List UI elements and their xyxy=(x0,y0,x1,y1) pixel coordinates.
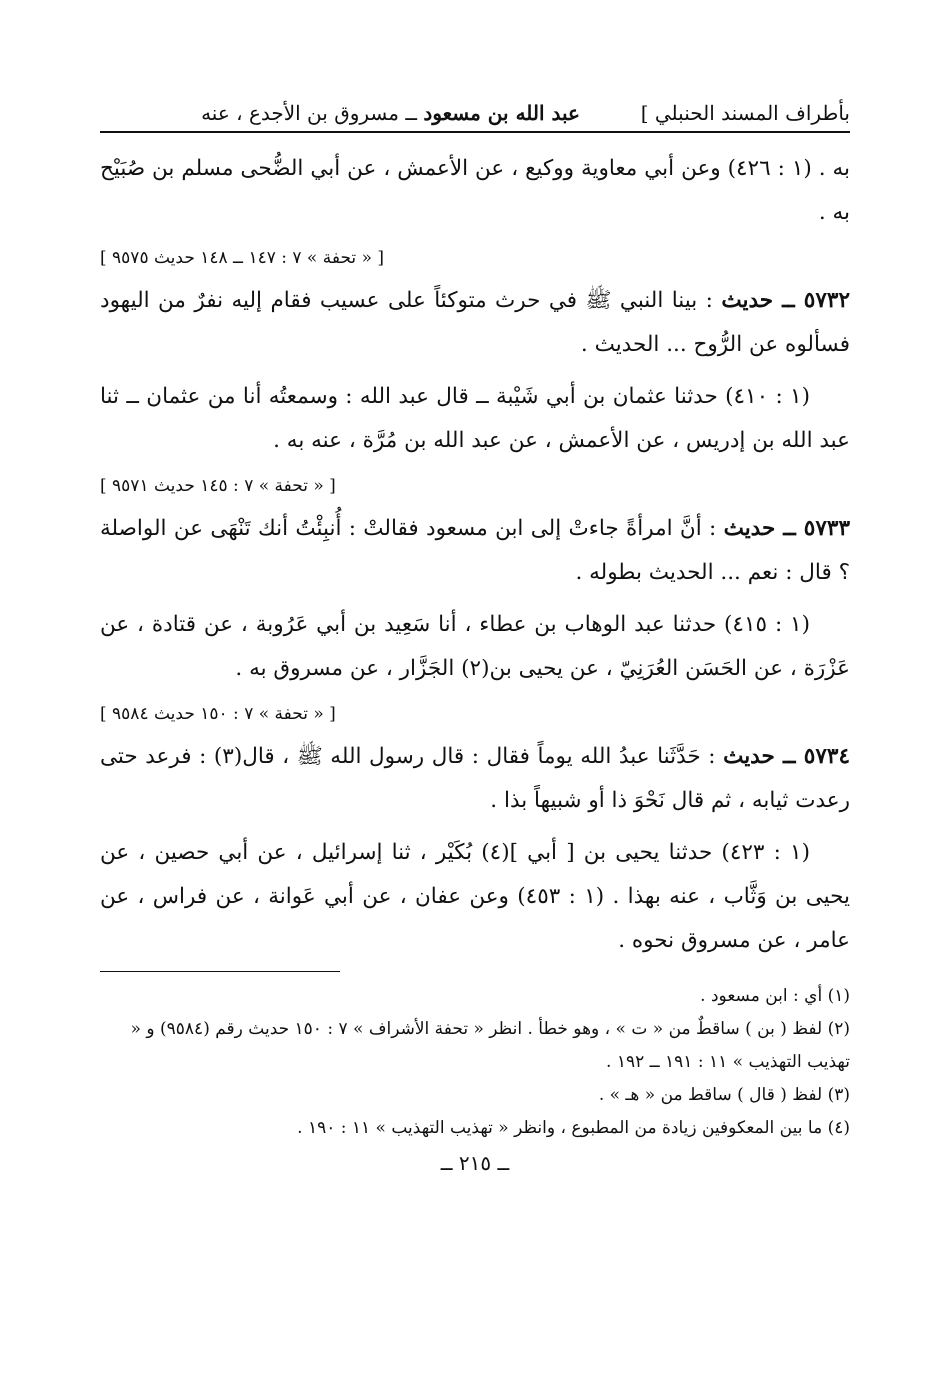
hadith-5732 xyxy=(100,279,850,367)
isnad-paragraph-3: (١ : ٤٢٣) حدثنا يحيى بن [ أبي ](٤) بُكَيْر ، ثنا إسرائيل ، عن أبي حصين ، عن يحيى بن وَثَّاب ، عنه بهذا . (١ : ٤٥٣) وعن عفان ، عن أبي عَوانة ، عن فراس ، عن عامر ، عن مسروق نحوه . xyxy=(100,840,850,953)
hadith-label: ــ حديث xyxy=(723,744,804,769)
document-page xyxy=(100,95,850,1175)
tuhfa-reference-1: [ « تحفة » ٧ : ١٤٧ ــ ١٤٨ حديث ٩٥٧٥ ] xyxy=(100,248,384,268)
paragraph-continuation: به . (١ : ٤٢٦) وعن أبي معاوية ووكيع ، عن الأعمش ، عن أبي الضُّحى مسلم بن صُبَيْح به . xyxy=(100,156,851,225)
hadith-5734 xyxy=(100,735,850,823)
header-section xyxy=(201,95,580,131)
header-section-rest: ــ مسروق بن الأجدع ، عنه xyxy=(201,101,424,125)
hadith-text: : بينا النبي ﷺ في حرث متوكئاً على عسيب فقام إليه نفرٌ من اليهود فسألوه عن الرُّوح ... الحديث . xyxy=(100,288,850,357)
hadith-text: : أنَّ امرأةً جاءتْ إلى ابن مسعود فقالتْ : أُنبِئْتُ أنك تَنْهَى عن الواصلة ؟ قال : نعم ... الحديث بطوله . xyxy=(100,516,850,585)
footnote-2: (٢) لفظ ( بن ) ساقطٌ من « ت » ، وهو خطأ . انظر « تحفة الأشراف » ٧ : ١٥٠ حديث رقم (٩٥٨٤) و « تهذيب التهذيب » ١١ : ١٩١ ــ ١٩٢ . xyxy=(130,1019,850,1072)
tuhfa-reference-3: [ « تحفة » ٧ : ١٥٠ حديث ٩٥٨٤ ] xyxy=(100,704,336,724)
hadith-label: ــ حديث xyxy=(721,288,804,313)
page-number: ــ ٢١٥ ــ xyxy=(440,1151,510,1175)
footnote-1: (١) أي : ابن مسعود . xyxy=(700,986,850,1006)
header-section-bold: عبد الله بن مسعود xyxy=(423,101,580,125)
hadith-number: ٥٧٣٤ xyxy=(803,744,850,769)
footnote-3: (٣) لفظ ( قال ) ساقط من « هـ » . xyxy=(598,1085,850,1105)
isnad-paragraph-2: (١ : ٤١٥) حدثنا عبد الوهاب بن عطاء ، أنا سَعِيد بن أبي عَرُوبة ، عن قتادة ، عن عَزْرَة ، عن الحَسَن العُرَنِيّ ، عن يحيى بن(٢) الجَزَّار ، عن مسروق به . xyxy=(100,612,850,681)
header-book-title: بأطراف المسند الحنبلي ] xyxy=(640,101,850,125)
hadith-5733 xyxy=(100,507,850,595)
isnad-paragraph-1: (١ : ٤١٠) حدثنا عثمان بن أبي شَيْبة ــ قال عبد الله : وسمعتُه أنا من عثمان ــ ثنا عبد الله بن إدريس ، عن الأعمش ، عن عبد الله بن مُرَّة ، عنه به . xyxy=(100,384,850,453)
hadith-number: ٥٧٣٣ xyxy=(803,516,850,541)
hadith-label: ــ حديث xyxy=(723,516,804,541)
footnote-4: (٤) ما بين المعكوفين زيادة من المطبوع ، وانظر « تهذيب التهذيب » ١١ : ١٩٠ . xyxy=(297,1118,850,1138)
running-header xyxy=(100,95,850,133)
hadith-text: : حَدَّثَنا عبدُ الله يوماً فقال : قال رسول الله ﷺ ، قال(٣) : فرعد حتى رعدت ثيابه ، ثم قال نَحْوَ ذا أو شبيهاً بذا . xyxy=(100,744,850,813)
tuhfa-reference-2: [ « تحفة » ٧ : ١٤٥ حديث ٩٥٧١ ] xyxy=(100,476,336,496)
hadith-number: ٥٧٣٢ xyxy=(803,288,850,313)
